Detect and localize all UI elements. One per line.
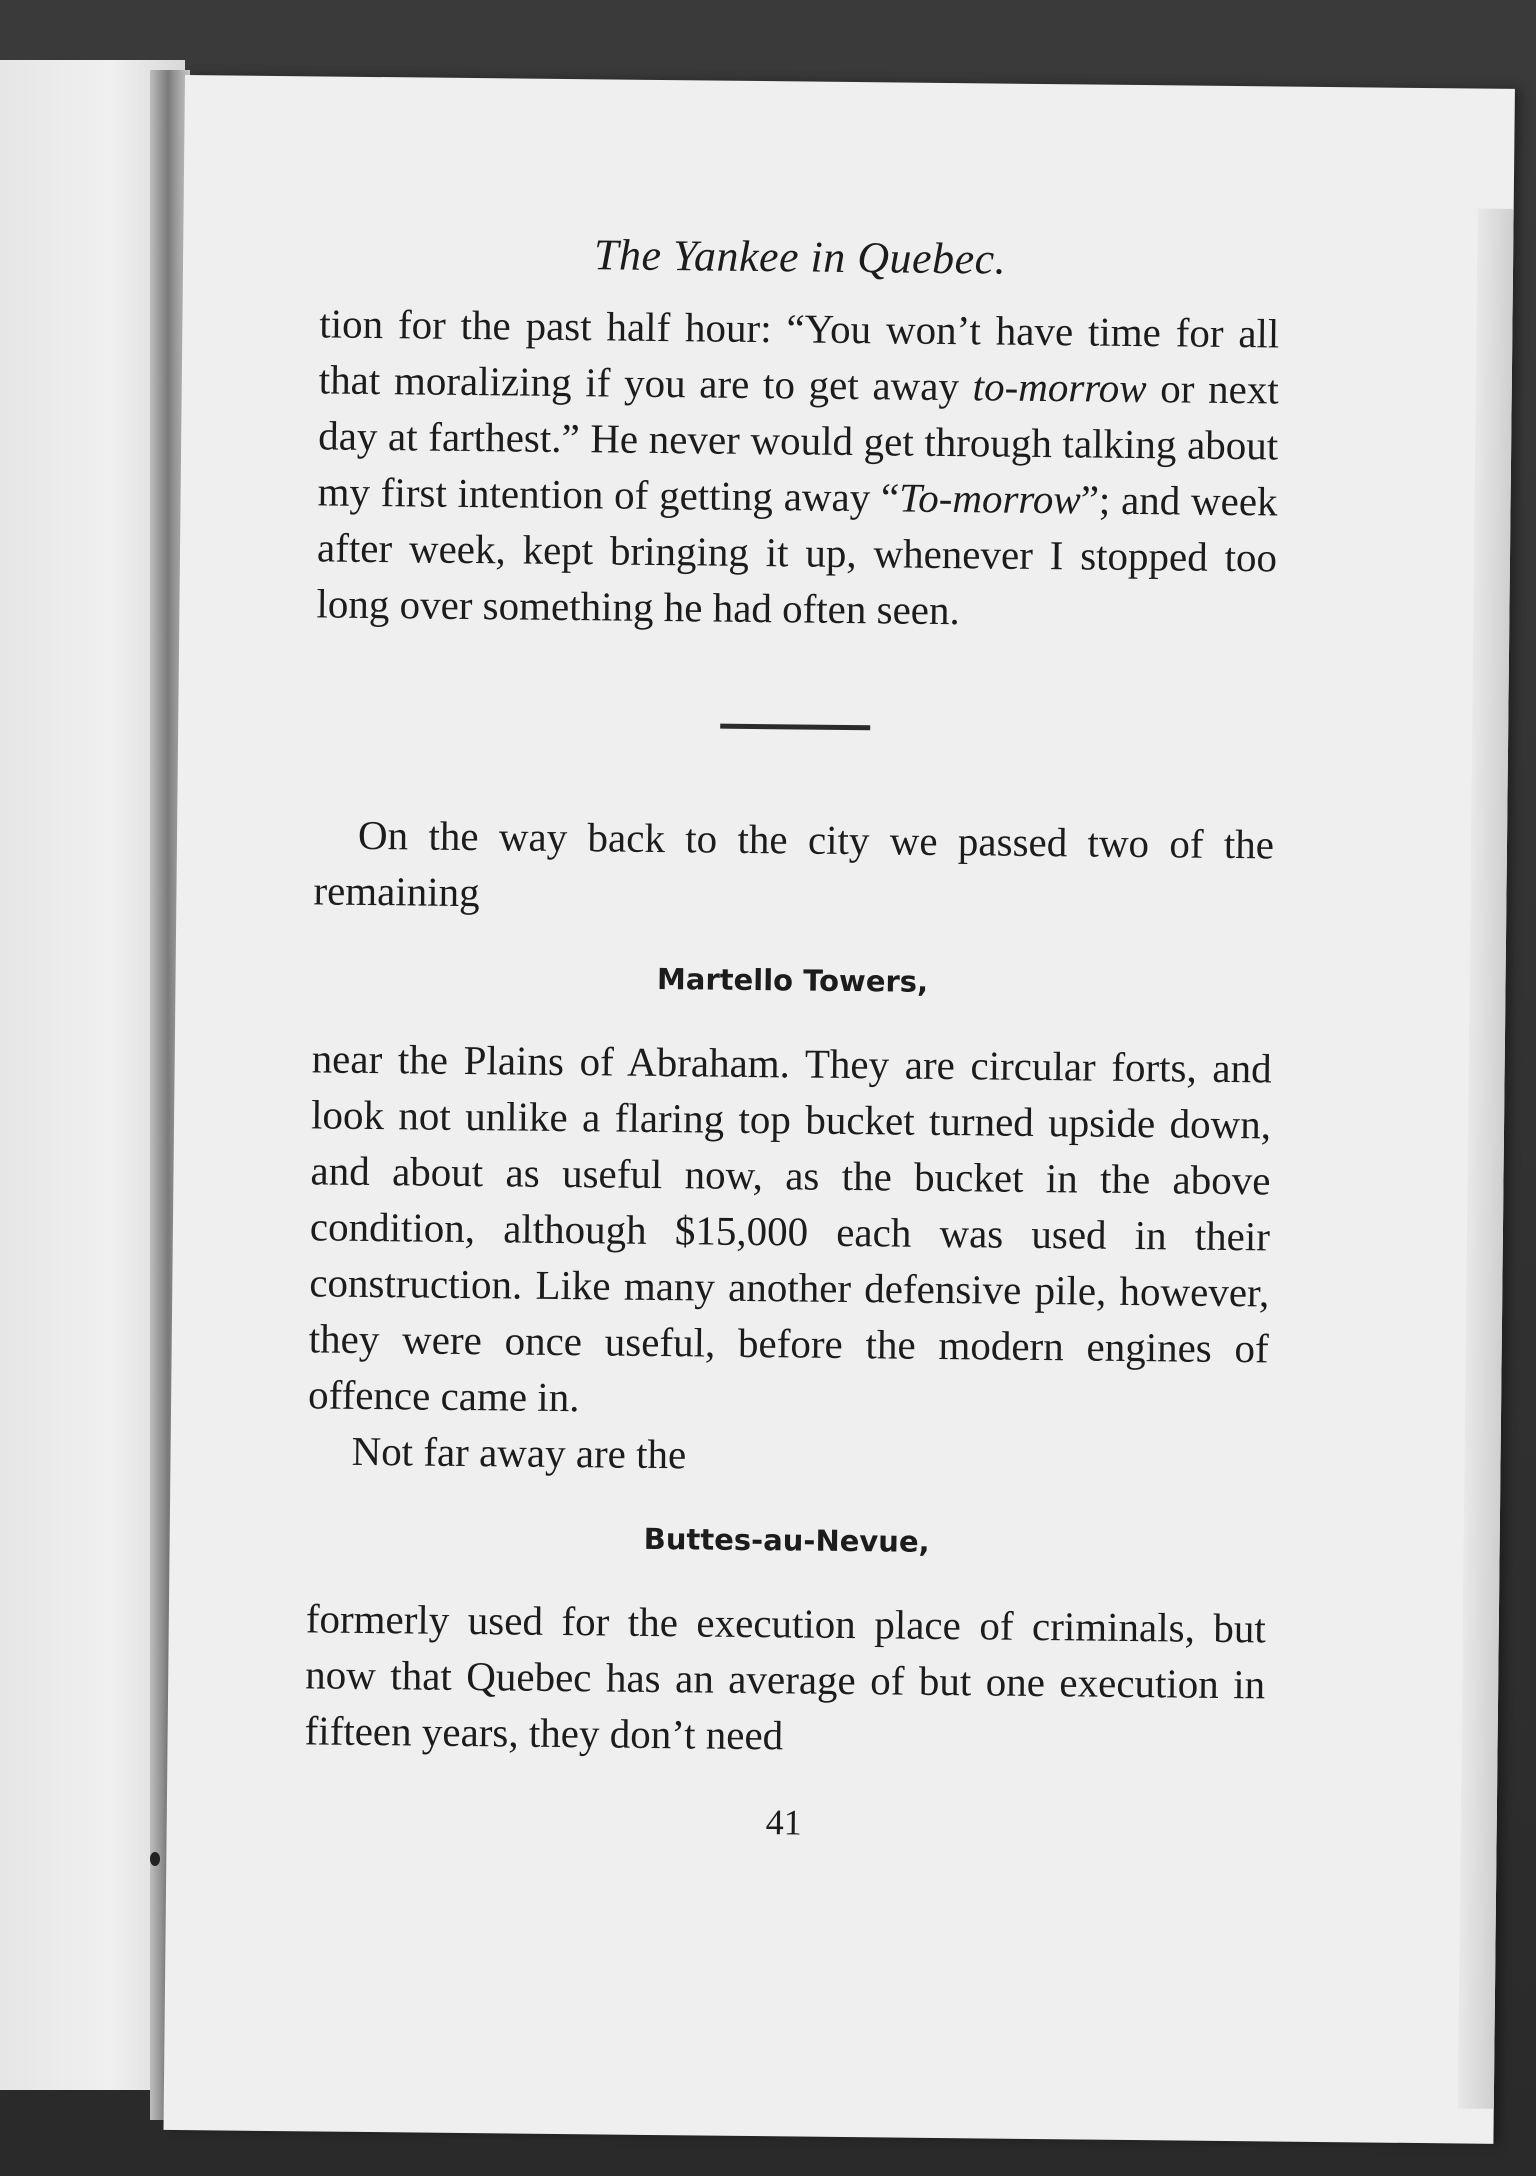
paragraph-way-back: On the way back to the city we passed two of the remaining: [313, 811, 1275, 916]
emphasis-tomorrow: to-morrow: [972, 363, 1147, 412]
running-head: The Yankee in Quebec.: [593, 230, 1007, 284]
subhead-martello-towers: Martello Towers,: [656, 961, 929, 999]
section-divider: [720, 724, 870, 731]
paragraph-buttes: formerly used for the execution place of criminals, but now that Quebec has an average of but one execution in fifteen years, they don’t need: [304, 1595, 1267, 1759]
paragraph-continuation: tion for the past half hour: “You won’t have time for all that moralizing if you are to get away to-morrow or next day at farthest.” He never would get through talking about my first intention of getting away “To-morrow”; and week after week, kept bringing it up, whenever I stopped too long over something he had often seen.: [316, 300, 1280, 634]
paragraph-martello: near the Plains of Abraham. They are circular forts, and look not unlike a flaring top bucket turned upside down, and about as useful now, as the bucket in the above condition, although $15,000 each was used in their construction. Like many another defensive pile, however, they were once useful, before the modern engines of offence came in.: [307, 1035, 1272, 1421]
paragraph-not-far: Not far away are the: [351, 1427, 687, 1478]
book-page: [163, 75, 1514, 2144]
emphasis-tomorrow-quoted: To-morrow: [898, 474, 1081, 523]
subhead-buttes-au-nevue: Buttes-au-Nevue,: [643, 1521, 930, 1559]
page-content: [304, 226, 1281, 1848]
scan-blemish: [150, 1852, 160, 1866]
page-number: 41: [765, 1802, 802, 1843]
